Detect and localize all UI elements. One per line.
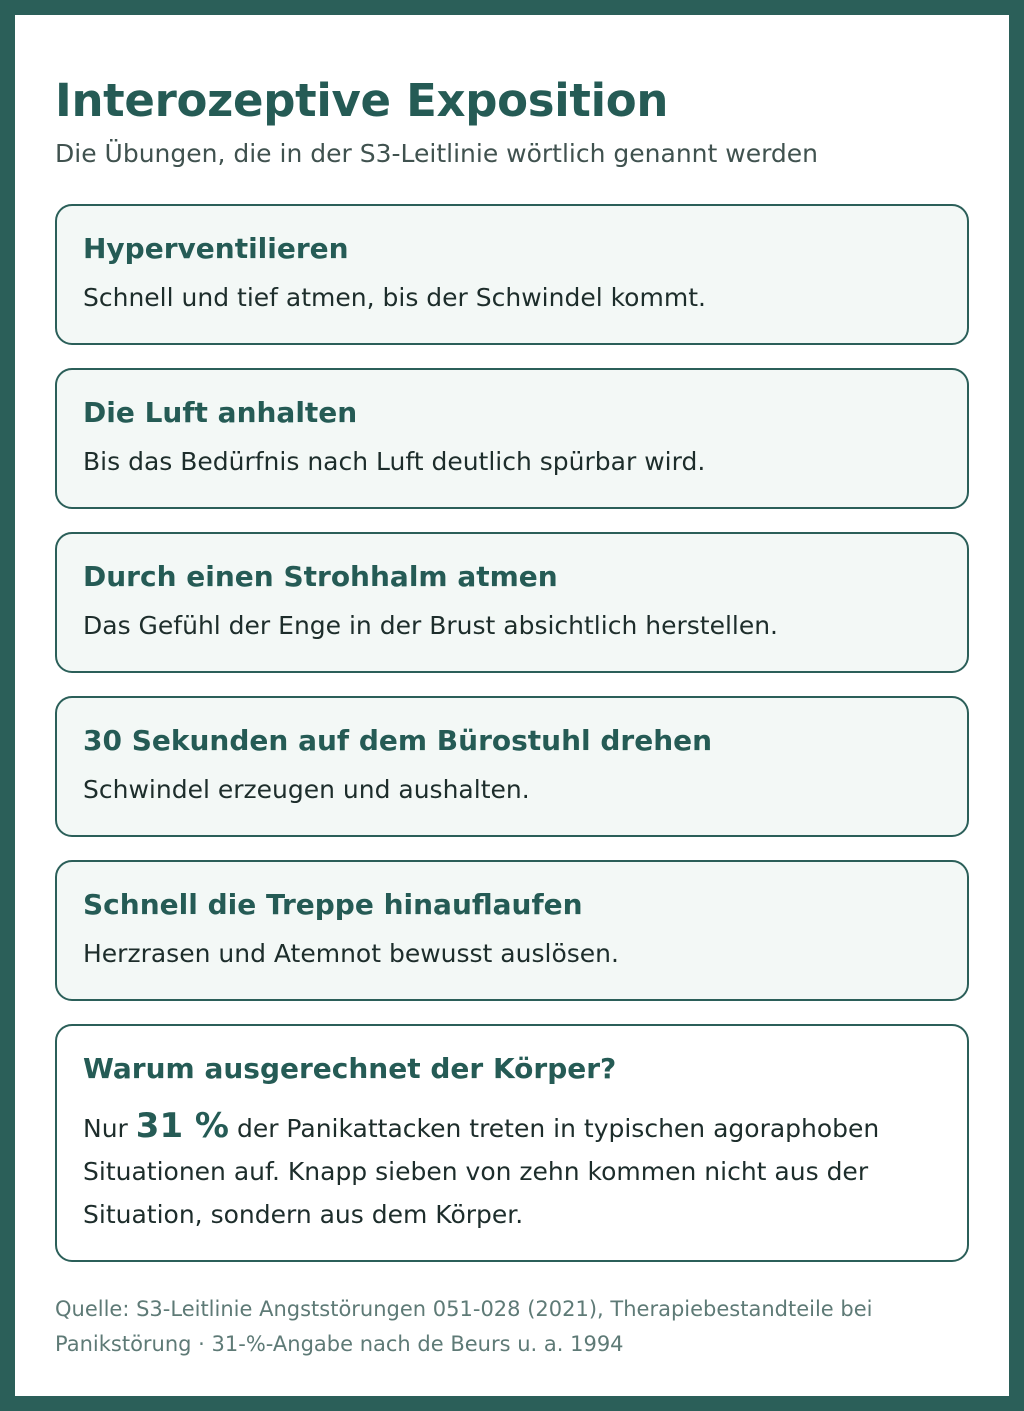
exercise-title: Die Luft anhalten (83, 396, 358, 429)
exercise-description: Herzrasen und Atemnot bewusst auslösen. (83, 939, 619, 968)
exercise-list (55, 204, 969, 1001)
exercise-card-chair-spin (55, 696, 969, 837)
page-title: Interozeptive Exposition (55, 74, 669, 127)
callout-text-prefix: Nur (83, 1114, 136, 1143)
exercise-title: Hyperventilieren (83, 232, 349, 265)
exercise-card-stairs (55, 860, 969, 1001)
callout-box (55, 1024, 969, 1262)
exercise-title: Schnell die Treppe hinauflaufen (83, 888, 583, 921)
source-note: Quelle: S3-Leitlinie Angststörungen 051-028 (2021), Therapiebestandteile bei Panikstörung · 31-%-Angabe nach de Beurs u. a. 1994 (55, 1297, 873, 1356)
exercise-description: Schwindel erzeugen und aushalten. (83, 775, 530, 804)
callout-text (83, 1105, 941, 1236)
exercise-description: Schnell und tief atmen, bis der Schwindel kommt. (83, 283, 706, 312)
exercise-title: Durch einen Strohhalm atmen (83, 560, 558, 593)
exercise-description: Das Gefühl der Enge in der Brust absichtlich herstellen. (83, 611, 779, 640)
exercise-card-hold-breath (55, 368, 969, 509)
exercise-title: 30 Sekunden auf dem Bürostuhl drehen (83, 724, 713, 757)
exercise-card-hyperventilate (55, 204, 969, 345)
exercise-card-straw-breathing (55, 532, 969, 673)
page-subtitle: Die Übungen, die in der S3-Leitlinie wörtlich genannt werden (55, 139, 819, 168)
callout-title: Warum ausgerechnet der Körper? (83, 1052, 617, 1085)
callout-highlight-percentage: 31 % (135, 1106, 229, 1146)
callout-text-suffix: der Panikattacken treten in typischen agoraphoben Situationen auf. Knapp sieben von zehn kommen nicht aus der Situation, sondern aus dem Körper. (83, 1114, 880, 1229)
exercise-description: Bis das Bedürfnis nach Luft deutlich spürbar wird. (83, 447, 706, 476)
page (15, 15, 1009, 1396)
